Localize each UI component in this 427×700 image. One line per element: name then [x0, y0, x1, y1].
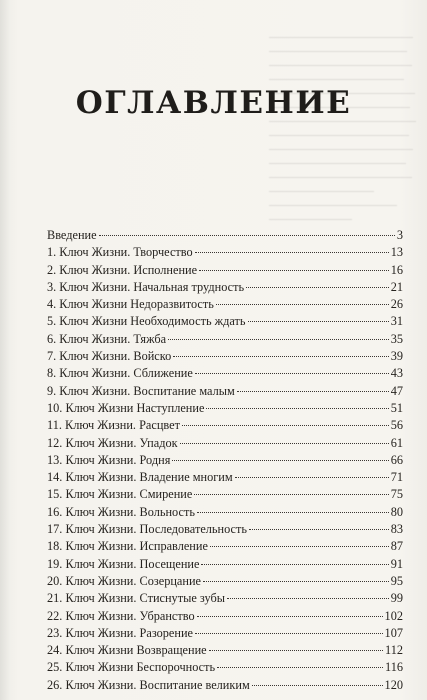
dot-leader: [197, 512, 389, 513]
dot-leader: [168, 339, 389, 340]
dot-leader: [237, 391, 389, 392]
toc-entry-title: 3. Ключ Жизни. Начальная трудность: [47, 279, 245, 294]
dot-leader: [173, 356, 388, 357]
toc-entry-title: 16. Ключ Жизни. Вольность: [47, 504, 195, 519]
toc-entry-page: 87: [390, 539, 403, 554]
toc-entry-title: 24. Ключ Жизни Возвращение: [47, 643, 207, 658]
toc-entry: [47, 296, 403, 313]
toc-entry: [47, 279, 403, 296]
toc-entry: [47, 608, 403, 625]
toc-entry: [47, 227, 403, 244]
toc-entry: [47, 556, 403, 573]
toc-entry-title: 25. Ключ Жизни Беспорочность: [47, 660, 216, 675]
toc-entry: [47, 486, 403, 503]
dot-leader: [195, 633, 383, 634]
dot-leader: [199, 270, 389, 271]
toc-entry-page: 31: [390, 314, 403, 329]
toc-entry-page: 107: [384, 625, 403, 640]
toc-entry: [47, 504, 403, 521]
toc-entry-page: 99: [390, 591, 403, 606]
toc-entry: [47, 383, 403, 400]
toc-entry: [47, 262, 403, 279]
toc-entry: [47, 365, 403, 382]
dot-leader: [216, 304, 389, 305]
dot-leader: [210, 546, 389, 547]
page-title: ОГЛАВЛЕНИЕ: [75, 84, 352, 121]
dot-leader: [246, 287, 389, 288]
toc-entry-page: 35: [390, 331, 403, 346]
dot-leader: [194, 494, 388, 495]
bleed-through-text: [269, 24, 419, 242]
toc-entry: [47, 677, 403, 694]
toc-entry-page: 21: [390, 279, 403, 294]
toc-entry-title: 26. Ключ Жизни. Воспитание великим: [47, 677, 250, 692]
toc-entry-page: 61: [390, 435, 403, 450]
toc-entry-title: 5. Ключ Жизни Необходимость ждать: [47, 314, 246, 329]
toc-entry-title: 4. Ключ Жизни Недоразвитость: [47, 297, 214, 312]
toc-entry-page: 116: [385, 660, 403, 675]
toc-entry-page: 91: [390, 556, 403, 571]
toc-entry: [47, 521, 403, 538]
toc-entry-page: 112: [385, 643, 403, 658]
toc-entry-page: 47: [390, 383, 403, 398]
toc-entry: [47, 400, 403, 417]
dot-leader: [172, 460, 388, 461]
dot-leader: [99, 235, 395, 236]
dot-leader: [195, 373, 389, 374]
dot-leader: [227, 598, 389, 599]
toc-entry: [47, 469, 403, 486]
toc-entry-title: 12. Ключ Жизни. Упадок: [47, 435, 178, 450]
dot-leader: [217, 667, 383, 668]
toc-entry: [47, 573, 403, 590]
toc-entry-page: 13: [390, 245, 403, 260]
toc-entry-title: 20. Ключ Жизни. Созерцание: [47, 573, 201, 588]
dot-leader: [248, 321, 389, 322]
toc-entry-title: 21. Ключ Жизни. Стиснутые зубы: [47, 591, 225, 606]
toc-entry-page: 26: [390, 297, 403, 312]
toc-entry-title: 22. Ключ Жизни. Убранство: [47, 608, 195, 623]
dot-leader: [235, 477, 389, 478]
toc-entry-page: 51: [390, 400, 403, 415]
dot-leader: [201, 564, 388, 565]
toc-entry-title: 1. Ключ Жизни. Творчество: [47, 245, 193, 260]
toc-entry: [47, 313, 403, 330]
toc-entry-page: 75: [390, 487, 403, 502]
dot-leader: [209, 650, 383, 651]
toc-entry-title: 11. Ключ Жизни. Расцвет: [47, 418, 180, 433]
toc-entry: [47, 452, 403, 469]
toc-entry: [47, 244, 403, 261]
toc-entry-title: 17. Ключ Жизни. Последовательность: [47, 522, 247, 537]
dot-leader: [195, 252, 389, 253]
dot-leader: [249, 529, 389, 530]
toc-entry-page: 71: [390, 470, 403, 485]
toc-entry-title: 23. Ключ Жизни. Разорение: [47, 625, 193, 640]
toc-entry-page: 16: [390, 262, 403, 277]
toc-entry-page: 3: [396, 228, 403, 242]
dot-leader: [180, 443, 389, 444]
toc-entry-page: 39: [390, 349, 403, 364]
toc-entry-page: 95: [390, 573, 403, 588]
toc-entry-title: 15. Ключ Жизни. Смирение: [47, 487, 193, 502]
dot-leader: [206, 408, 388, 409]
toc-entry-title: 8. Ключ Жизни. Сближение: [47, 366, 193, 381]
toc-entry-title: 19. Ключ Жизни. Посещение: [47, 556, 200, 571]
toc-entry-title: 14. Ключ Жизни. Владение многим: [47, 470, 233, 485]
toc-entry: [47, 659, 403, 676]
toc-entry: [47, 590, 403, 607]
toc-entry-title: 10. Ключ Жизни Наступление: [47, 400, 205, 415]
toc-entry-title: 2. Ключ Жизни. Исполнение: [47, 262, 198, 277]
table-of-contents: [47, 227, 403, 694]
toc-entry: [47, 625, 403, 642]
toc-entry: [47, 417, 403, 434]
toc-entry-page: 102: [384, 608, 403, 623]
toc-entry-title: 13. Ключ Жизни. Родня: [47, 452, 171, 467]
toc-entry-title: 9. Ключ Жизни. Воспитание малым: [47, 383, 235, 398]
toc-entry-title: Введение: [47, 228, 97, 242]
toc-entry-page: 120: [384, 677, 403, 692]
toc-entry: [47, 331, 403, 348]
toc-entry-page: 83: [390, 522, 403, 537]
toc-entry-page: 80: [390, 504, 403, 519]
toc-entry: [47, 538, 403, 555]
dot-leader: [252, 685, 383, 686]
toc-entry-page: 56: [390, 418, 403, 433]
dot-leader: [203, 581, 389, 582]
toc-entry: [47, 642, 403, 659]
toc-entry-title: 7. Ключ Жизни. Войско: [47, 349, 172, 364]
toc-entry-title: 18. Ключ Жизни. Исправление: [47, 539, 208, 554]
toc-entry-page: 43: [390, 366, 403, 381]
toc-entry-page: 66: [390, 452, 403, 467]
toc-entry-title: 6. Ключ Жизни. Тяжба: [47, 331, 167, 346]
dot-leader: [197, 616, 383, 617]
toc-entry: [47, 348, 403, 365]
toc-entry: [47, 435, 403, 452]
dot-leader: [182, 425, 389, 426]
